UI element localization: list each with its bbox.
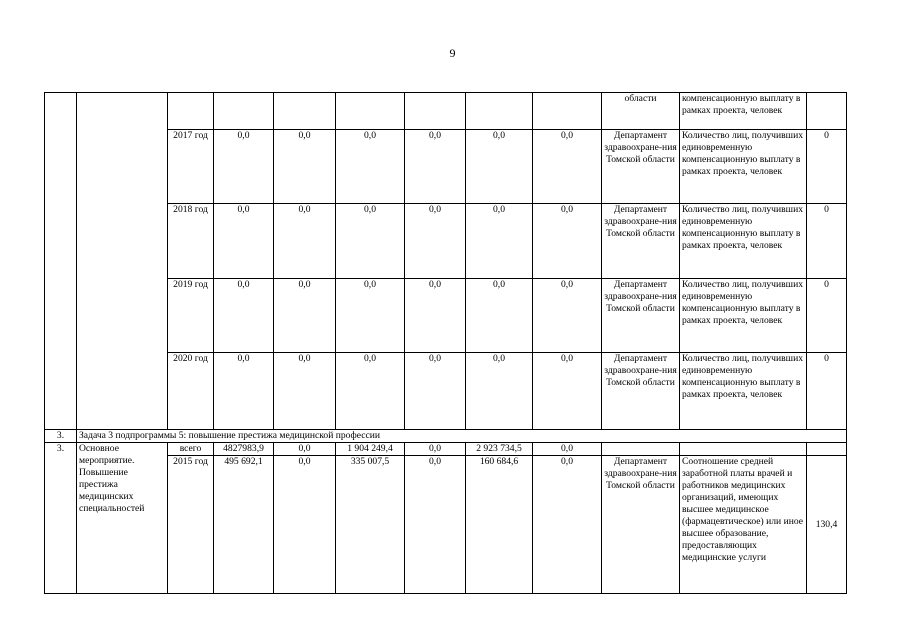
indicator-value: 0 xyxy=(807,279,847,353)
value-cell: 160 684,6 xyxy=(466,456,533,594)
value-cell: 335 007,5 xyxy=(336,456,405,594)
value-cell: 0,0 xyxy=(336,353,405,430)
value-cell: 0,0 xyxy=(405,353,466,430)
value-cell: 0,0 xyxy=(336,204,405,279)
value-cell: 0,0 xyxy=(405,279,466,353)
value-cell: 0,0 xyxy=(214,353,274,430)
value-cell: 1 904 249,4 xyxy=(336,443,405,456)
year-cell: 2017 год xyxy=(168,130,214,204)
event-num: 3. xyxy=(45,443,77,594)
indicator-cell: Количество лиц, получивших единовременную компенсационную выплату в рамках проекта, человек xyxy=(680,130,807,204)
executor-cell: Департамент здравоохране-ния Томской области xyxy=(602,279,680,353)
value-cell: 0,0 xyxy=(274,456,336,594)
indicator-cell: Количество лиц, получивших единовременную компенсационную выплату в рамках проекта, человек xyxy=(680,204,807,279)
year-cell: 2019 год xyxy=(168,279,214,353)
value-cell: 0,0 xyxy=(533,130,602,204)
value-cell: 0,0 xyxy=(533,204,602,279)
value-cell: 0,0 xyxy=(274,443,336,456)
value-cell: 4827983,9 xyxy=(214,443,274,456)
value-cell: 0,0 xyxy=(405,443,466,456)
indicator-value: 0 xyxy=(807,353,847,430)
value-cell: 0,0 xyxy=(274,279,336,353)
total-label: всего xyxy=(168,443,214,456)
value-cell: 495 692,1 xyxy=(214,456,274,594)
executor-cell: Департамент здравоохране-ния Томской области xyxy=(602,204,680,279)
value-cell: 0,0 xyxy=(214,204,274,279)
value-cell: 0,0 xyxy=(274,130,336,204)
value-cell: 0,0 xyxy=(336,279,405,353)
value-cell: 0,0 xyxy=(405,204,466,279)
cell-num xyxy=(45,93,77,430)
value-cell: 0,0 xyxy=(274,204,336,279)
value-cell: 0,0 xyxy=(533,279,602,353)
task-title: Задача 3 подпрограммы 5: повышение престижа медицинской профессии xyxy=(77,430,847,443)
indicator-value: 0 xyxy=(807,204,847,279)
value-cell: 0,0 xyxy=(533,456,602,594)
value-cell: 0,0 xyxy=(466,130,533,204)
page-number: 9 xyxy=(449,46,456,60)
executor-cell: области xyxy=(602,93,680,130)
cell-name xyxy=(77,93,168,430)
table-row xyxy=(45,93,847,130)
value-cell: 0,0 xyxy=(405,456,466,594)
indicator-value: 0 xyxy=(807,130,847,204)
value-cell: 0,0 xyxy=(336,130,405,204)
program-table xyxy=(44,92,847,594)
value-cell: 0,0 xyxy=(405,130,466,204)
value-cell: 0,0 xyxy=(274,353,336,430)
value-cell: 0,0 xyxy=(533,443,602,456)
value-cell: 2 923 734,5 xyxy=(466,443,533,456)
value-cell: 0,0 xyxy=(466,279,533,353)
value-cell: 0,0 xyxy=(214,279,274,353)
value-cell: 0,0 xyxy=(466,204,533,279)
indicator-cell: Количество лиц, получивших единовременную компенсационную выплату в рамках проекта, человек xyxy=(680,353,807,430)
executor-cell: Департамент здравоохране-ния Томской области xyxy=(602,130,680,204)
executor-cell: Департамент здравоохране-ния Томской области xyxy=(602,456,680,594)
indicator-cell: компенсационную выплату в рамках проекта, человек xyxy=(680,93,807,130)
event-total-row xyxy=(45,443,847,456)
year-cell: 2015 год xyxy=(168,456,214,594)
value-cell: 0,0 xyxy=(466,353,533,430)
year-cell: 2018 год xyxy=(168,204,214,279)
executor-cell: Департамент здравоохране-ния Томской области xyxy=(602,353,680,430)
value-cell: 0,0 xyxy=(214,130,274,204)
indicator-value: 130,4 xyxy=(807,456,847,594)
indicator-cell: Соотношение средней заработной платы врачей и работников медицинских организаций, имеющих высшее медицинское (фармацевтическое) или иное высшее образование, предоставляющих медицинские услуги xyxy=(680,456,807,594)
indicator-cell: Количество лиц, получивших единовременную компенсационную выплату в рамках проекта, человек xyxy=(680,279,807,353)
event-name: Основное мероприятие. Повышение престижа медицинских специальностей xyxy=(77,443,168,594)
task-row xyxy=(45,430,847,443)
value-cell: 0,0 xyxy=(533,353,602,430)
task-num: 3. xyxy=(45,430,77,443)
year-cell: 2020 год xyxy=(168,353,214,430)
